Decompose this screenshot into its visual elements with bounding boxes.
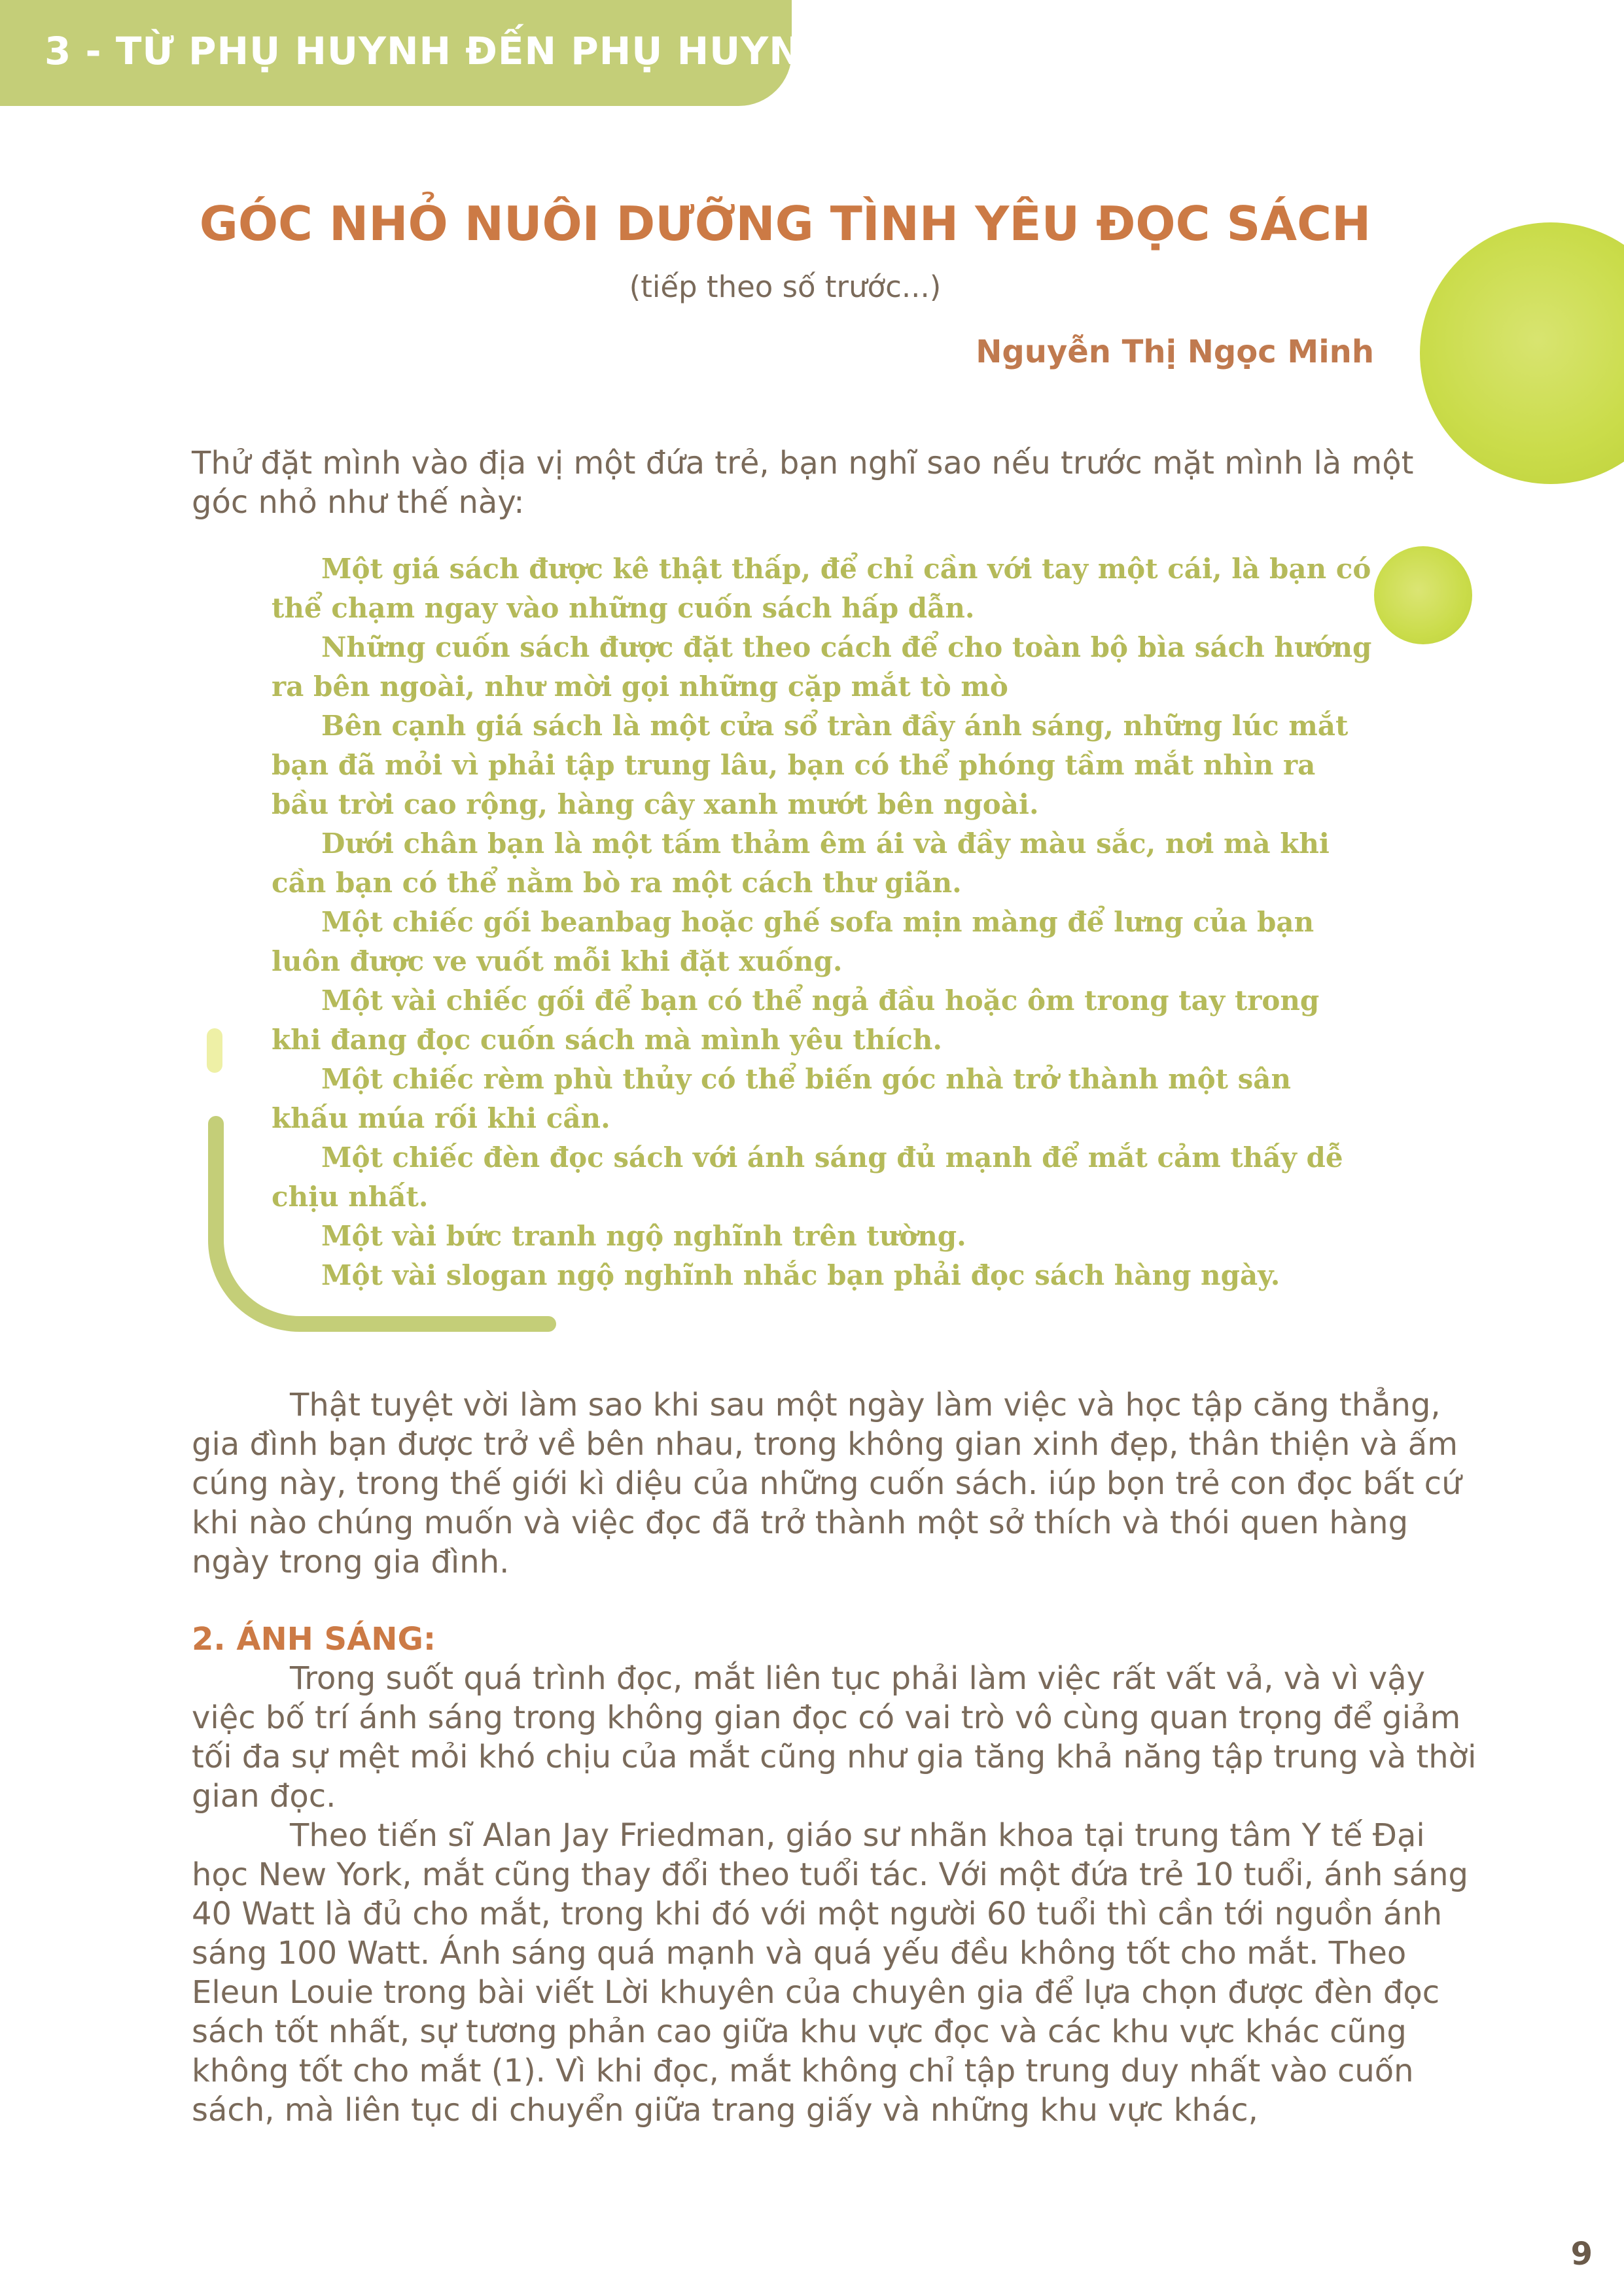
list-item: Một vài bức tranh ngộ nghĩnh trên tường. bbox=[321, 1220, 966, 1252]
list-item: Dưới chân bạn là một tấm thảm êm ái và đầy màu sắc, nơi mà khi cần bạn có thể nằm bò ra một cách thư giãn. bbox=[272, 827, 1330, 899]
list-item: Một chiếc đèn đọc sách với ánh sáng đủ mạnh để mắt cảm thấy dễ chịu nhất. bbox=[272, 1141, 1343, 1213]
article-subtitle: (tiếp theo số trước...) bbox=[629, 270, 942, 304]
watercolor-dot-small bbox=[1374, 546, 1472, 644]
list-item: Một giá sách được kê thật thấp, để chỉ cần với tay một cái, là bạn có thể chạm ngay vào những cuốn sách hấp dẫn. bbox=[272, 553, 1371, 624]
body-paragraph-1 bbox=[192, 1385, 1484, 1582]
list-item: Những cuốn sách được đặt theo cách để cho toàn bộ bìa sách hướng ra bên ngoài, như mời gọi những cặp mắt tò mò bbox=[272, 631, 1372, 703]
list-item: Một vài chiếc gối để bạn có thể ngả đầu hoặc ôm trong tay trong khi đang đọc cuốn sách mà mình yêu thích. bbox=[272, 984, 1320, 1056]
section-paragraph-2: Theo tiến sĩ Alan Jay Friedman, giáo sư nhãn khoa tại trung tâm Y tế Đại học New York, mắt cũng thay đổi theo tuổi tác. Với một đứa trẻ 10 tuổi, ánh sáng 40 Watt là đủ cho mắt, trong khi đó với một người 60 tuổi thì cần tới nguồn ánh sáng 100 Watt. Ánh sáng quá mạnh và quá yếu đều không tốt cho mắt. Theo Eleun Louie trong bài viết Lời khuyên của chuyên gia để lựa chọn được đèn đọc sách tốt nhất, sự tương phản cao giữa khu vực đọc và các khu vực khác cũng không tốt cho mắt (1). Vì khi đọc, mắt không chỉ tập trung duy nhất vào cuốn sách, mà liên tục di chuyển giữa trang giấy và những khu vực khác, bbox=[192, 1817, 1468, 2129]
list-item: Một chiếc rèm phù thủy có thể biến góc nhà trở thành một sân khấu múa rối khi cần. bbox=[272, 1063, 1292, 1134]
watercolor-dot-large bbox=[1420, 222, 1624, 484]
paragraph-text: Thật tuyệt vời làm sao khi sau một ngày làm việc và học tập căng thẳng, gia đình bạn được trở về bên nhau, trong không gian xinh đẹp, thân thiện và ấm cúng này, trong thế giới kì diệu của những cuốn sách. iúp bọn trẻ con đọc bất cứ khi nào chúng muốn và việc đọc đã trở thành một sở thích và thói quen hàng ngày trong gia đình. bbox=[192, 1387, 1462, 1580]
section-heading: 2. ÁNH SÁNG: bbox=[192, 1621, 436, 1658]
section-lighting bbox=[192, 1620, 1484, 2130]
section-paragraph-1: Trong suốt quá trình đọc, mắt liên tục phải làm việc rất vất vả, và vì vậy việc bố trí ánh sáng trong không gian đọc có vai trò vô cùng quan trọng để giảm tối đa sự mệt mỏi khó chịu của mắt cũng như gia tăng khả năng tập trung và thời gian đọc. bbox=[192, 1660, 1477, 1815]
list-item: Một chiếc gối beanbag hoặc ghế sofa mịn màng để lưng của bạn luôn được ve vuốt mỗi khi đặt xuống. bbox=[272, 906, 1315, 977]
decorative-pill bbox=[207, 1028, 222, 1073]
list-item: Bên cạnh giá sách là một cửa sổ tràn đầy ánh sáng, những lúc mắt bạn đã mỏi vì phải tập trung lâu, bạn có thể phóng tầm mắt nhìn ra bầu trời cao rộng, hàng cây xanh mướt bên ngoài. bbox=[272, 710, 1349, 820]
section-tab bbox=[0, 0, 834, 106]
page-number: 9 bbox=[1570, 2236, 1593, 2272]
intro-paragraph: Thử đặt mình vào địa vị một đứa trẻ, bạn nghĩ sao nếu trước mặt mình là một góc nhỏ như thế này: bbox=[192, 445, 1414, 521]
article-author: Nguyễn Thị Ngọc Minh bbox=[976, 334, 1374, 370]
decorative-bracket bbox=[208, 1124, 548, 1332]
list-item: Một vài slogan ngộ nghĩnh nhắc bạn phải đọc sách hàng ngày. bbox=[321, 1259, 1280, 1291]
article-title: GÓC NHỎ NUÔI DƯỠNG TÌNH YÊU ĐỌC SÁCH bbox=[199, 196, 1371, 251]
section-tab-label: 3 - TỪ PHỤ HUYNH ĐẾN PHỤ HUYNH bbox=[44, 29, 834, 73]
